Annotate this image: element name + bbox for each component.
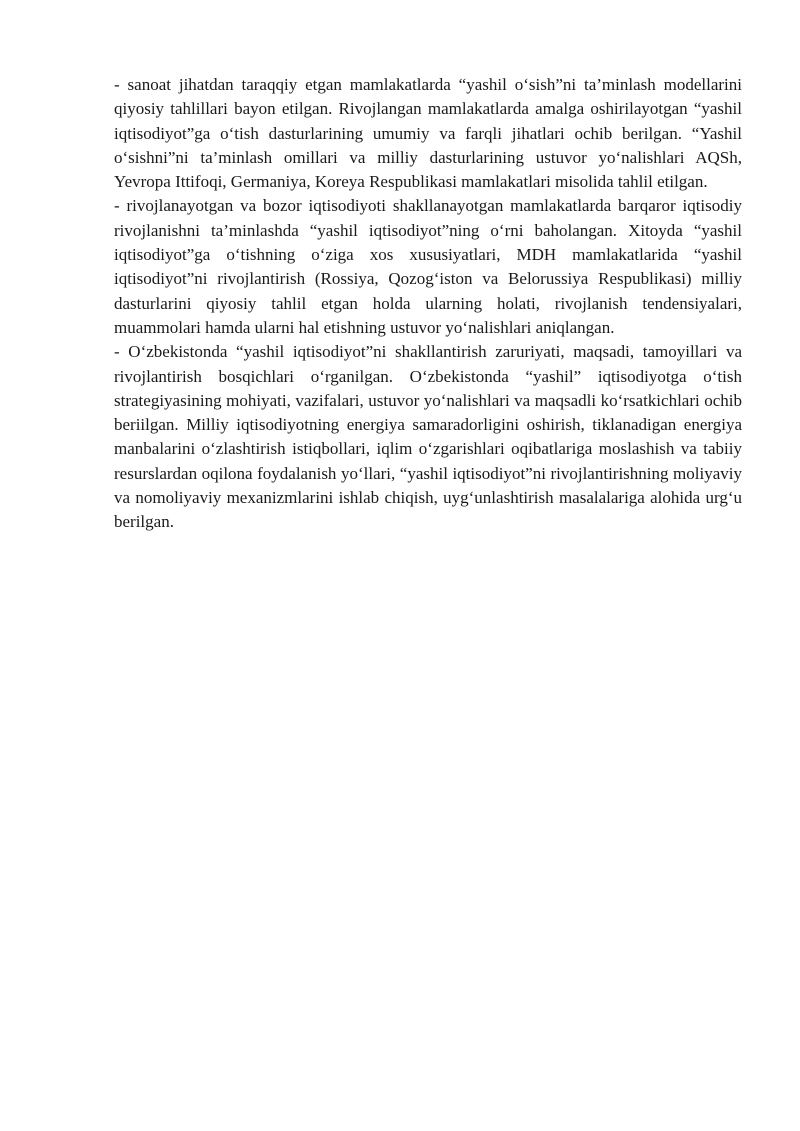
paragraph-uzbekistan: - O‘zbekistonda “yashil iqtisodiyot”ni shakllantirish zaruriyati, maqsadi, tamoyillari va rivojlantirish bosqichlari o‘rganilgan. O‘zbekistonda “yashil” iqtisodiyotga o‘tish strategiyasining mohiyati, vazifalari, ustuvor yo‘nalishlari va maqsadli ko‘rsatkichlari ochib beriilgan. Milliy iqtisodiyotning energiya samaradorligini oshirish, tiklanadigan energiya manbalarini o‘zlashtirish istiqbollari, iqlim o‘zgarishlari oqibatlariga moslashish va tabiiy resurslardan oqilona foydalanish yo‘llari, “yashil iqtisodiyot”ni rivojlantirishning moliyaviy va nomoliyaviy mexanizmlarini ishlab chiqish, uyg‘unlashtirish masalalariga alohida urg‘u berilgan. bbox=[114, 342, 742, 532]
body-text bbox=[114, 73, 742, 535]
paragraph-developing-countries: - rivojlanayotgan va bozor iqtisodiyoti shakllanayotgan mamlakatlarda barqaror iqtisodiy rivojlanishni ta’minlashda “yashil iqtisodiyot”ning o‘rni baholangan. Xitoyda “yashil iqtisodiyot”ga o‘tishning o‘ziga xos xususiyatlari, MDH mamlakatlarida “yashil iqtisodiyot”ni rivojlantirish (Rossiya, Qozog‘iston va Belorussiya Respublikasi) milliy dasturlarini qiyosiy tahlil etgan holda ularning holati, rivojlanish tendensiyalari, muammolari hamda ularni hal etishning ustuvor yo‘nalishlari aniqlangan. bbox=[114, 196, 742, 337]
paragraph-developed-countries: - sanoat jihatdan taraqqiy etgan mamlakatlarda “yashil o‘sish”ni ta’minlash modellarini qiyosiy tahlillari bayon etilgan. Rivojlangan mamlakatlarda amalga oshirilayotgan “yashil iqtisodiyot”ga o‘tish dasturlarining umumiy va farqli jihatlari ochib berilgan. “Yashil o‘sishni”ni ta’minlash omillari va milliy dasturlarining ustuvor yo‘nalishlari AQSh, Yevropa Ittifoqi, Germaniya, Koreya Respublikasi mamlakatlari misolida tahlil etilgan. bbox=[114, 75, 742, 192]
